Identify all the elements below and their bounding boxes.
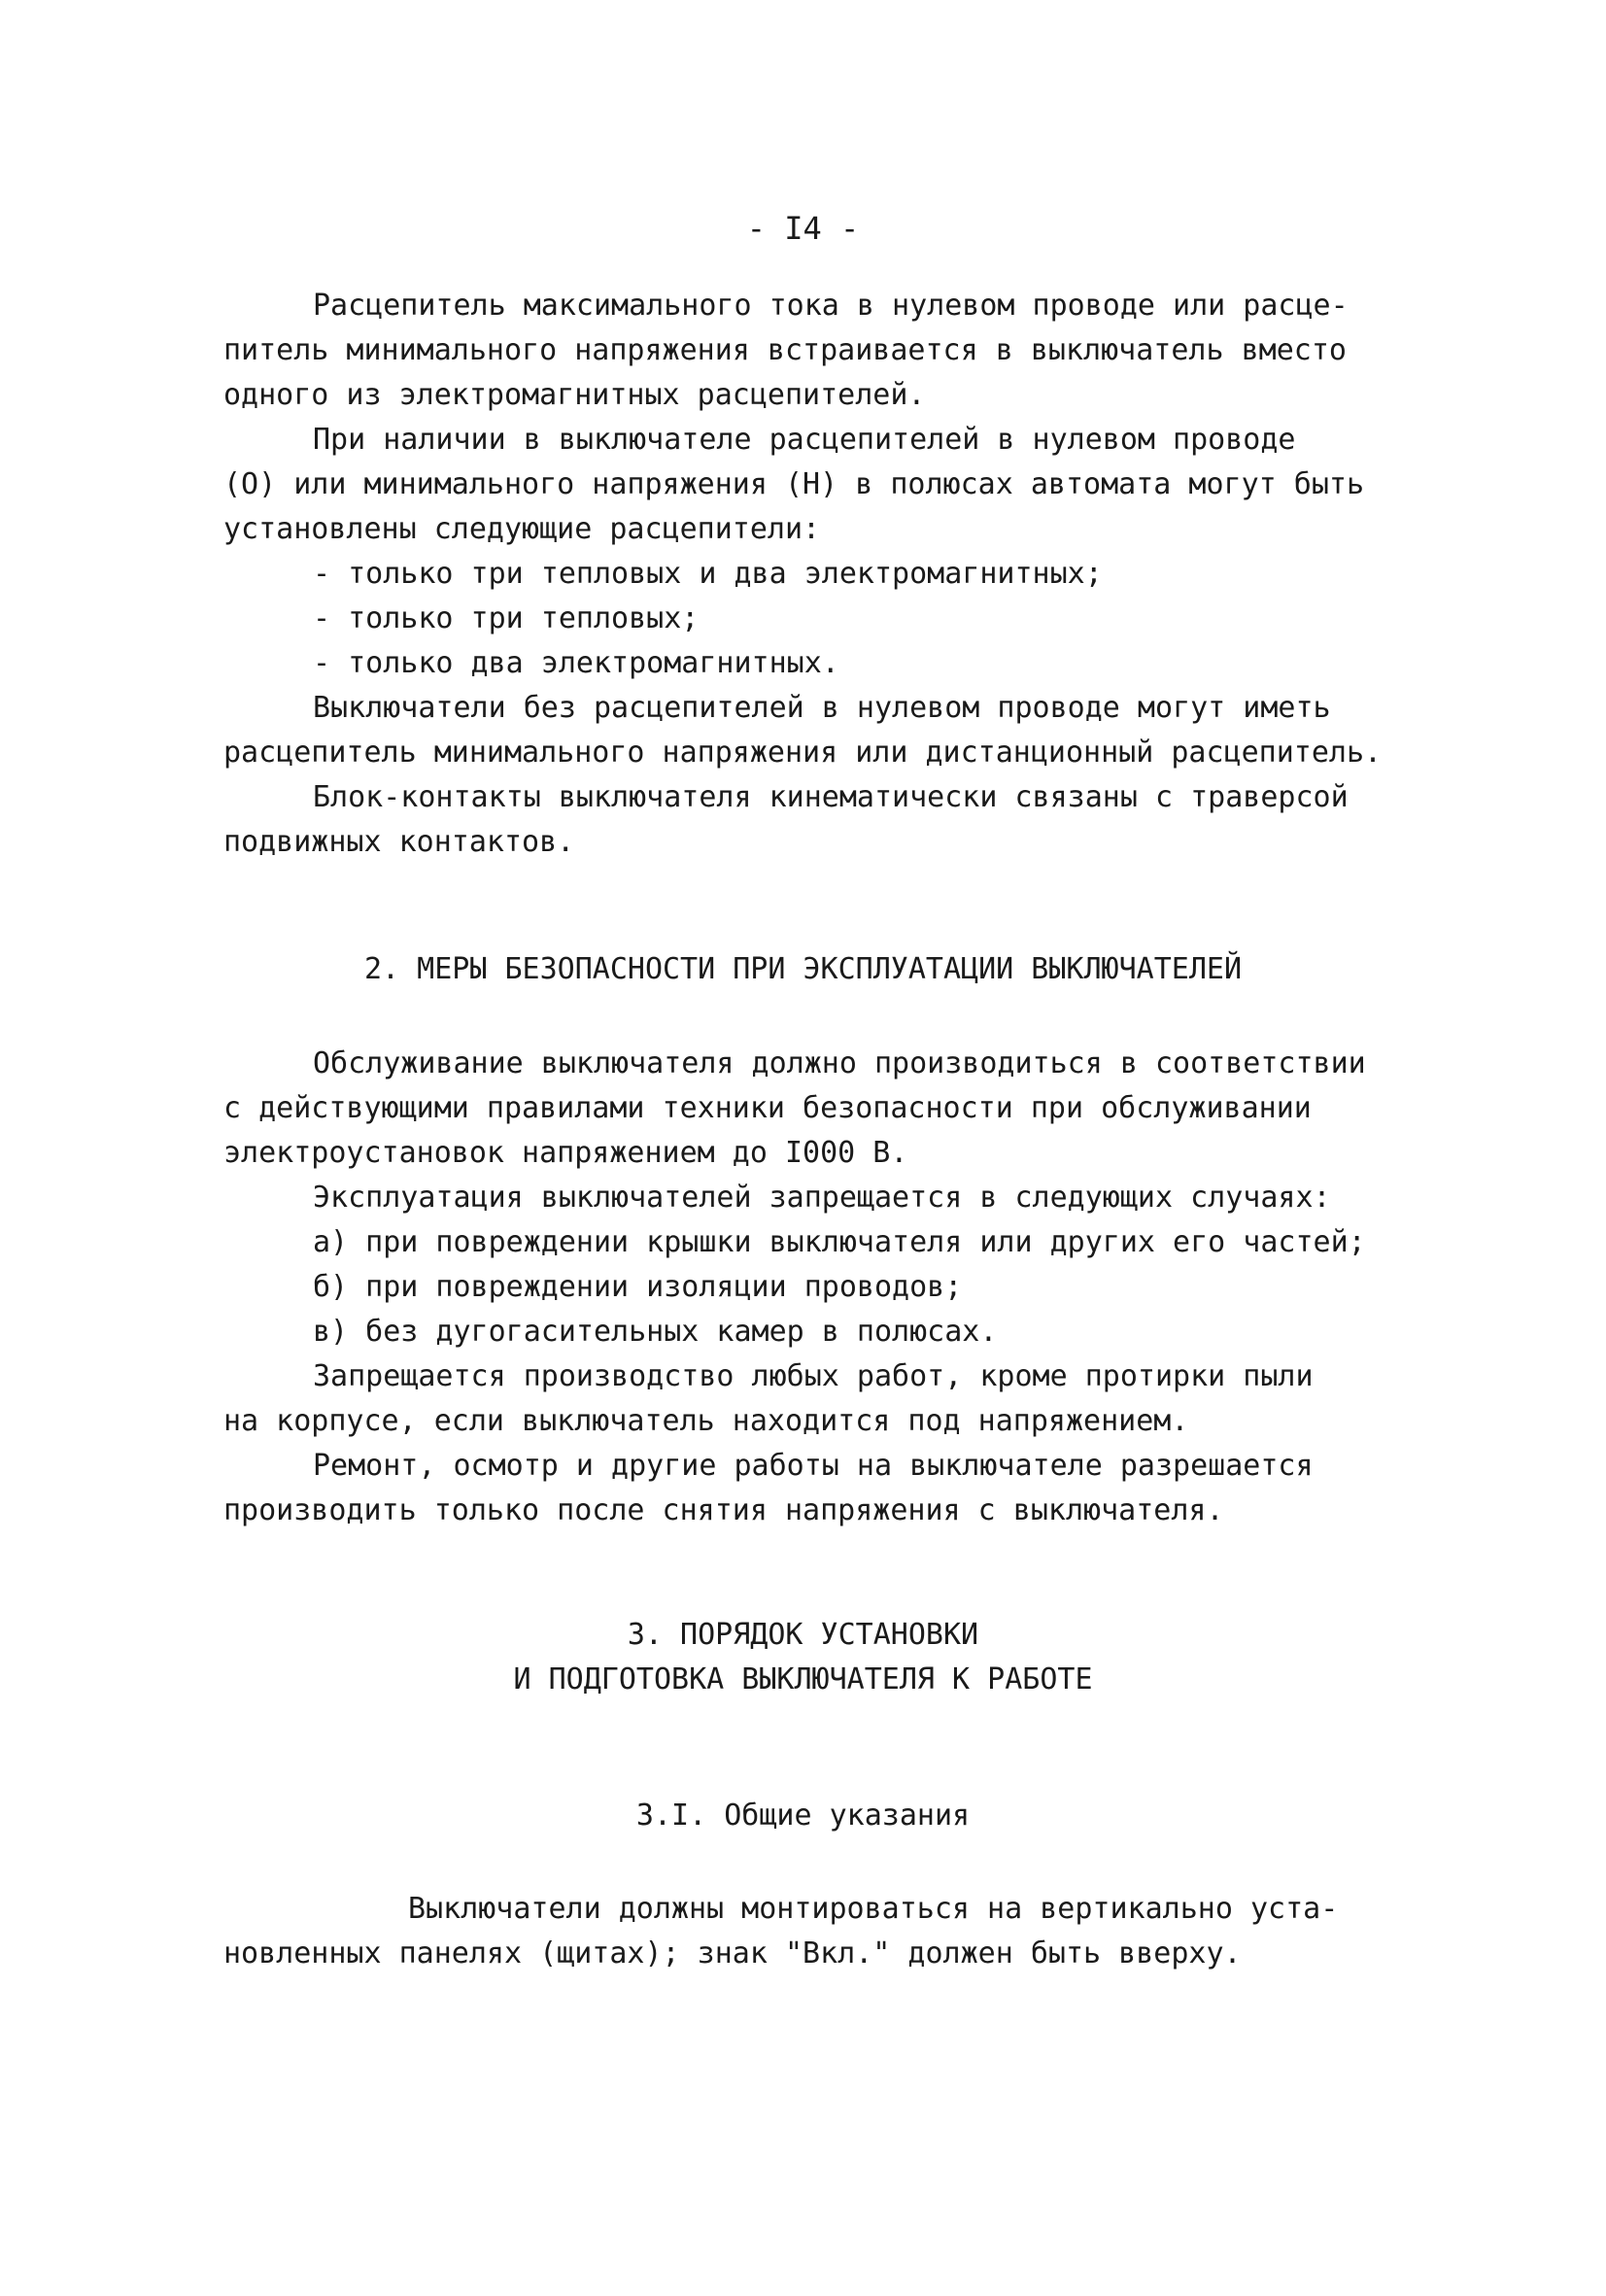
text-line: установлены следующие расцепители: [223,512,821,546]
text-line: Выключатели должны монтироваться на вертикально уста- [408,1892,1339,1926]
intro-text [223,284,1428,865]
section-heading-text: И ПОДГОТОВКА ВЫКЛЮЧАТЕЛЯ К РАБОТЕ [513,1662,1093,1696]
list-item: в) без дугогасительных камер в полюсах. [313,1315,998,1349]
text-line: с действующими правилами техники безопасности при обслуживании [223,1091,1312,1125]
list-item: - только три тепловых; [313,601,700,635]
section-heading-text: 3. ПОРЯДОК УСТАНОВКИ [627,1618,979,1652]
text-line: расцепитель минимального напряжения или дистанционный расцепитель. [223,736,1383,770]
subsection-3-1-heading [0,1794,1606,1838]
text-line: Запрещается производство любых работ, кроме протирки пыли [313,1359,1314,1393]
text-line: питель минимального напряжения встраивается в выключатель вместо [223,333,1347,367]
section-heading-text: 2. МЕРЫ БЕЗОПАСНОСТИ ПРИ ЭКСПЛУАТАЦИИ ВЫКЛЮЧАТЕЛЕЙ [363,952,1243,986]
page-number: - I4 - [746,210,860,247]
list-item: - только три тепловых и два электромагнитных; [313,557,1103,591]
subsection-3-1-text [223,1887,1428,1976]
text-line: производить только после снятия напряжения с выключателя. [223,1493,1224,1527]
subsection-heading-text: 3.I. Общие указания [635,1799,971,1833]
section-2-heading [0,947,1606,992]
text-line: При наличии в выключателе расцепителей в нулевом проводе [313,423,1296,457]
text-line: на корпусе, если выключатель находится под напряжением. [223,1404,1189,1438]
section-3-heading [0,1613,1606,1702]
list-item: а) при повреждении крышки выключателя или других его частей; [313,1225,1366,1259]
text-line: Выключатели без расцепителей в нулевом проводе могут иметь [313,691,1331,725]
text-line: Эксплуатация выключателей запрещается в следующих случаях: [313,1181,1331,1215]
text-line: одного из электромагнитных расцепителей. [223,378,926,412]
section-2-text [223,1042,1428,1533]
text-line: электроустановок напряжением до I000 В. [223,1136,908,1170]
list-item: б) при повреждении изоляции проводов; [313,1270,963,1304]
text-line: Обслуживание выключателя должно производиться в соответствии [313,1046,1366,1080]
text-line: Расцепитель максимального тока в нулевом проводе или расце- [313,289,1349,323]
list-item: - только два электромагнитных. [313,646,839,680]
text-line: (О) или минимального напряжения (Н) в полюсах автомата могут быть [223,467,1364,501]
text-line: новленных панелях (щитах); знак "Вкл." должен быть вверху. [223,1936,1242,1970]
text-line: Ремонт, осмотр и другие работы на выключателе разрешается [313,1449,1314,1483]
text-line: Блок-контакты выключателя кинематически связаны с траверсой [313,780,1349,814]
text-line: подвижных контактов. [223,825,575,859]
